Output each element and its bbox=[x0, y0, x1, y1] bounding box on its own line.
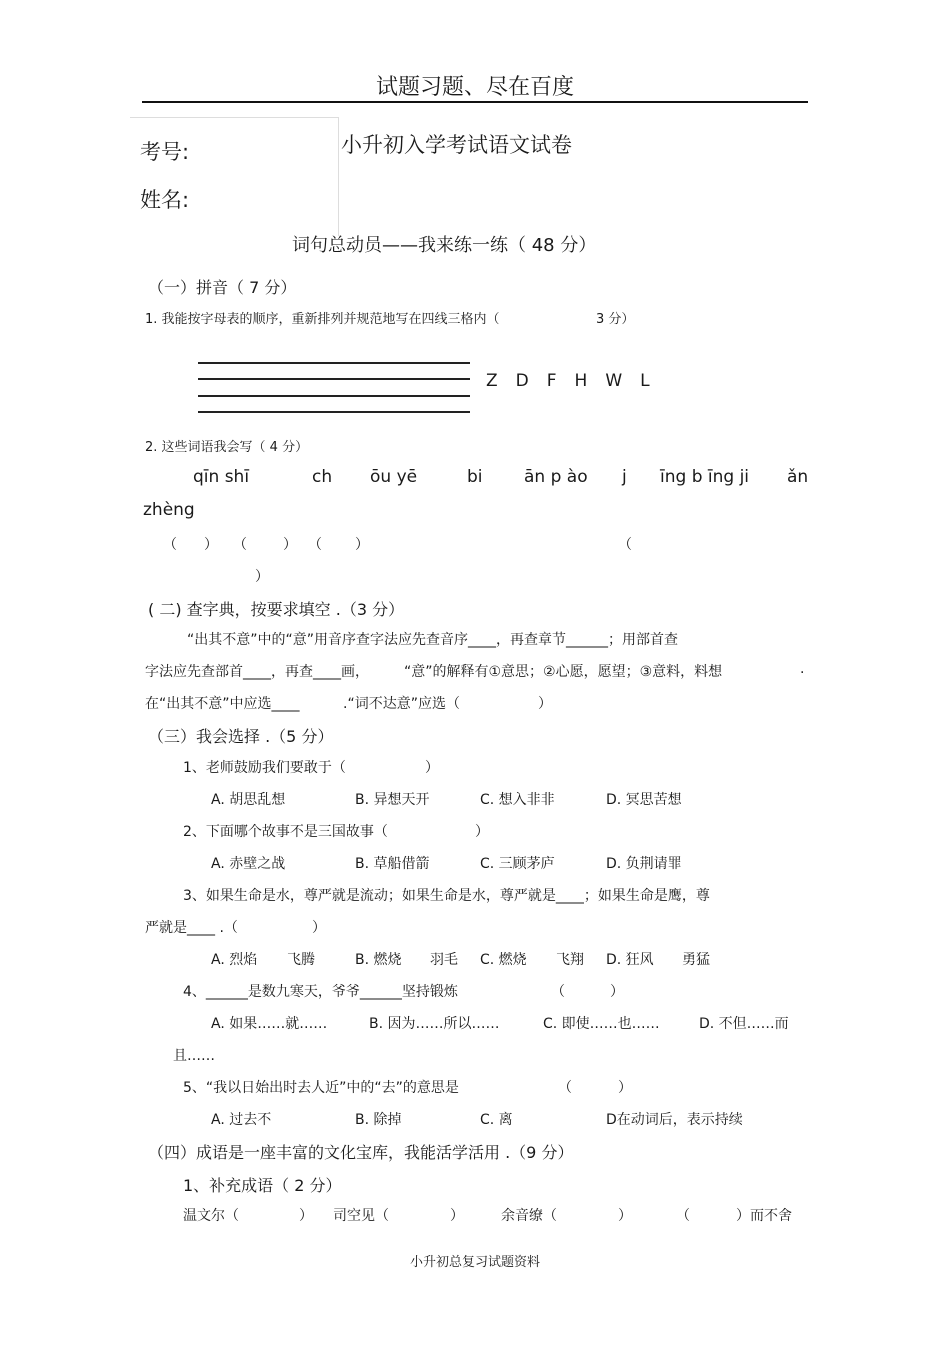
q4-option: D. 不但……而 bbox=[699, 1016, 789, 1032]
part2-line-1: “出其不意”中的“意”用音序查字法应先查音序____，再查章节______；用部首查 bbox=[187, 632, 679, 648]
part2-line-2b: “意”的解释有①意思；②心愿，愿望；③意料，料想 bbox=[404, 664, 723, 680]
q2-option: D. 负荆请罪 bbox=[606, 856, 682, 872]
paper-title: 小升初入学考试语文试卷 bbox=[341, 133, 572, 157]
q5-paren-open: （ bbox=[558, 1080, 572, 1096]
exam-number-label: 考号: bbox=[140, 140, 190, 164]
part1-q1: 1. 我能按字母表的顺序，重新排列并规范地写在四线三格内（ bbox=[145, 312, 500, 327]
part2-line-3a: 在“出其不意”中应选____ bbox=[145, 696, 300, 712]
letter: F bbox=[546, 371, 557, 391]
idiom-part: ） bbox=[618, 1208, 632, 1224]
q5-option: D在动词后，表示持续 bbox=[606, 1112, 743, 1128]
q5-option: B. 除掉 bbox=[355, 1112, 402, 1128]
letter: H bbox=[574, 371, 588, 391]
idiom-part: ）而不舍 bbox=[736, 1208, 792, 1224]
q4-option: A. 如果……就…… bbox=[211, 1016, 328, 1032]
letter-list bbox=[486, 371, 668, 391]
q3-option: A. 烈焰 bbox=[211, 952, 258, 968]
q3-option-word: 勇猛 bbox=[682, 952, 710, 968]
q5-option: C. 离 bbox=[480, 1112, 513, 1128]
q3-close: ） bbox=[312, 920, 326, 936]
part2-line-3b: .“词不达意”应选（ bbox=[343, 696, 460, 712]
pinyin-8: ǎn bbox=[787, 467, 809, 487]
q3-option-word: 飞腾 bbox=[287, 952, 315, 968]
part3-title: （三）我会选择 .（5 分） bbox=[148, 727, 334, 746]
q4-option: C. 即使……也…… bbox=[543, 1016, 660, 1032]
answer-paren: （ bbox=[233, 537, 247, 553]
q4-option-cont: 且…… bbox=[173, 1048, 215, 1064]
name-label: 姓名: bbox=[140, 188, 190, 212]
writing-line-1 bbox=[198, 362, 470, 364]
answer-paren: ） bbox=[204, 537, 218, 553]
idiom-part: （ bbox=[676, 1208, 690, 1224]
pinyin-2: ch bbox=[312, 467, 333, 487]
idiom-part: ） bbox=[299, 1208, 313, 1224]
q3-stem: 3、如果生命是水，尊严就是流动；如果生命是水，尊严就是____；如果生命是鹰，尊 bbox=[183, 888, 710, 904]
pinyin-7: īng b īng ji bbox=[660, 467, 750, 487]
pinyin-1: qīn shī bbox=[193, 467, 250, 487]
q2-option: A. 赤壁之战 bbox=[211, 856, 286, 872]
q5-option: A. 过去不 bbox=[211, 1112, 272, 1128]
letter: L bbox=[640, 371, 650, 391]
q1-option: D. 冥思苦想 bbox=[606, 792, 682, 808]
writing-line-2 bbox=[198, 378, 470, 380]
idiom-part: ） bbox=[450, 1208, 464, 1224]
q3-option: D. 狂风 bbox=[606, 952, 654, 968]
q2-option: B. 草船借箭 bbox=[355, 856, 430, 872]
q5-close: ） bbox=[618, 1080, 632, 1096]
q3-option-word: 羽毛 bbox=[430, 952, 458, 968]
answer-paren: ） bbox=[283, 537, 297, 553]
idiom-part: 余音缭（ bbox=[501, 1208, 557, 1224]
q3-option-word: 飞翔 bbox=[556, 952, 584, 968]
q1-option: C. 想入非非 bbox=[480, 792, 555, 808]
q4-close: ） bbox=[610, 984, 624, 1000]
pinyin-3: ōu yē bbox=[370, 467, 418, 487]
answer-paren: （ bbox=[308, 537, 322, 553]
part2-line-2c: . bbox=[800, 661, 805, 677]
q1-option: A. 胡思乱想 bbox=[211, 792, 286, 808]
q1-option: B. 异想天开 bbox=[355, 792, 430, 808]
idiom-part: 温文尔（ bbox=[183, 1208, 239, 1224]
q4-paren-open: （ bbox=[551, 984, 565, 1000]
header-rule bbox=[142, 101, 808, 103]
writing-line-3 bbox=[198, 395, 470, 397]
part4-sub1: 1、补充成语（ 2 分） bbox=[183, 1176, 342, 1195]
q3-option: B. 燃烧 bbox=[355, 952, 402, 968]
pinyin-5: ān p ào bbox=[524, 467, 588, 487]
q4-stem: 4、______是数九寒天，爷爷______坚持锻炼 bbox=[183, 984, 458, 1000]
part4-title: （四）成语是一座丰富的文化宝库，我能活学活用 .（9 分） bbox=[148, 1143, 574, 1162]
idiom-part: 司空见（ bbox=[333, 1208, 389, 1224]
q3-option: C. 燃烧 bbox=[480, 952, 527, 968]
answer-paren: （ bbox=[163, 537, 177, 553]
part2-line-3c: ） bbox=[538, 696, 552, 712]
answer-paren: ） bbox=[255, 569, 269, 585]
info-box bbox=[130, 117, 339, 236]
q2-stem: 2、下面哪个故事不是三国故事（ bbox=[183, 824, 388, 840]
pinyin-4: bi bbox=[467, 467, 483, 487]
pinyin-9: zhèng bbox=[143, 500, 195, 520]
section-title: 词句总动员——我来练一练（ 48 分） bbox=[292, 235, 597, 256]
part2-line-2a: 字法应先查部首____，再查____画， bbox=[145, 664, 369, 680]
q3-stem-2: 严就是____ .（ bbox=[145, 920, 238, 936]
header-title: 试题习题、尽在百度 bbox=[375, 75, 574, 100]
letter: Z bbox=[486, 371, 498, 391]
q2-close: ） bbox=[475, 824, 489, 840]
letter: D bbox=[515, 371, 529, 391]
footer: 小升初总复习试题资料 bbox=[409, 1255, 540, 1270]
part1-title: （一）拼音（ 7 分） bbox=[148, 278, 297, 297]
q2-option: C. 三顾茅庐 bbox=[480, 856, 555, 872]
letter: W bbox=[605, 371, 623, 391]
answer-paren: ） bbox=[355, 537, 369, 553]
q1-stem: 1、老师鼓励我们要敢于（ bbox=[183, 760, 346, 776]
pinyin-6: j bbox=[622, 467, 627, 487]
part1-q1-score: 3 分） bbox=[596, 312, 635, 327]
part1-q2: 2. 这些词语我会写（ 4 分） bbox=[145, 440, 309, 455]
q4-option: B. 因为……所以…… bbox=[369, 1016, 500, 1032]
answer-paren: （ bbox=[618, 537, 632, 553]
q5-stem: 5、“我以日始出时去人近”中的“去”的意思是 bbox=[183, 1080, 459, 1096]
part2-title: ( 二) 查字典，按要求填空 .（3 分） bbox=[148, 600, 405, 619]
q1-close: ） bbox=[425, 760, 439, 776]
writing-line-4 bbox=[198, 411, 470, 413]
